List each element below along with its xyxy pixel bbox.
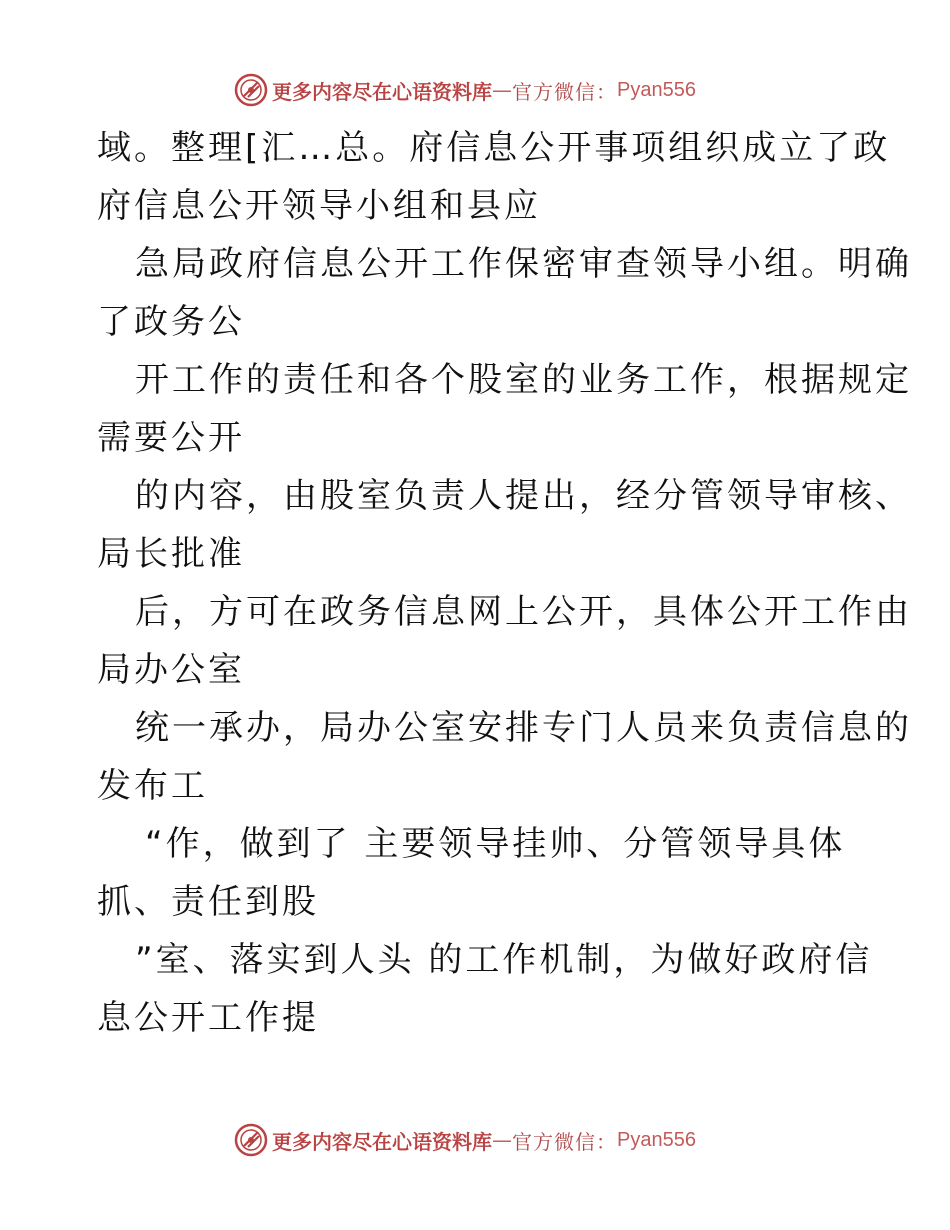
- text-line-4: 了政务公: [97, 302, 245, 342]
- text-line-9: 后，方可在政务信息网上公开，具体公开工作由: [135, 592, 912, 632]
- text-line-8: 局长批准: [97, 534, 245, 574]
- text-line-7: 的内容，由股室负责人提出，经分管领导审核、: [135, 476, 912, 516]
- banner-dash: —: [492, 78, 512, 102]
- header-banner: [234, 72, 734, 108]
- text-line-5: 开工作的责任和各个股室的业务工作，根据规定: [135, 360, 912, 400]
- text-line-6: 需要公开: [97, 418, 245, 458]
- text-line-13: “作，做到了 主要领导挂帅、分管领导具体: [145, 824, 846, 864]
- text-line-15: ”室、落实到人头 的工作机制，为做好政府信: [135, 940, 873, 980]
- banner-dash: —: [492, 1128, 512, 1152]
- text-line-10: 局办公室: [97, 650, 245, 690]
- seal-logo-icon: [234, 73, 268, 107]
- banner-handle: Pyan556: [617, 1128, 696, 1151]
- banner-handle: Pyan556: [617, 78, 696, 101]
- banner-wechat-label: 官方微信：: [512, 1129, 617, 1154]
- banner-main-text: 更多内容尽在心语资料库: [272, 79, 492, 104]
- seal-logo-icon: [234, 1123, 268, 1157]
- footer-banner: [234, 1122, 734, 1158]
- text-line-12: 发布工: [97, 766, 208, 806]
- text-line-11: 统一承办，局办公室安排专门人员来负责信息的: [135, 708, 912, 748]
- text-line-2: 府信息公开领导小组和县应: [97, 186, 541, 226]
- banner-main-text: 更多内容尽在心语资料库: [272, 1129, 492, 1154]
- text-line-14: 抓、责任到股: [97, 882, 319, 922]
- text-line-16: 息公开工作提: [97, 998, 319, 1038]
- text-line-3: 急局政府信息公开工作保密审查领导小组。明确: [135, 244, 912, 284]
- banner-wechat-label: 官方微信：: [512, 79, 617, 104]
- text-line-1: 域。整理[汇…总。府信息公开事项组织成立了政: [97, 128, 891, 168]
